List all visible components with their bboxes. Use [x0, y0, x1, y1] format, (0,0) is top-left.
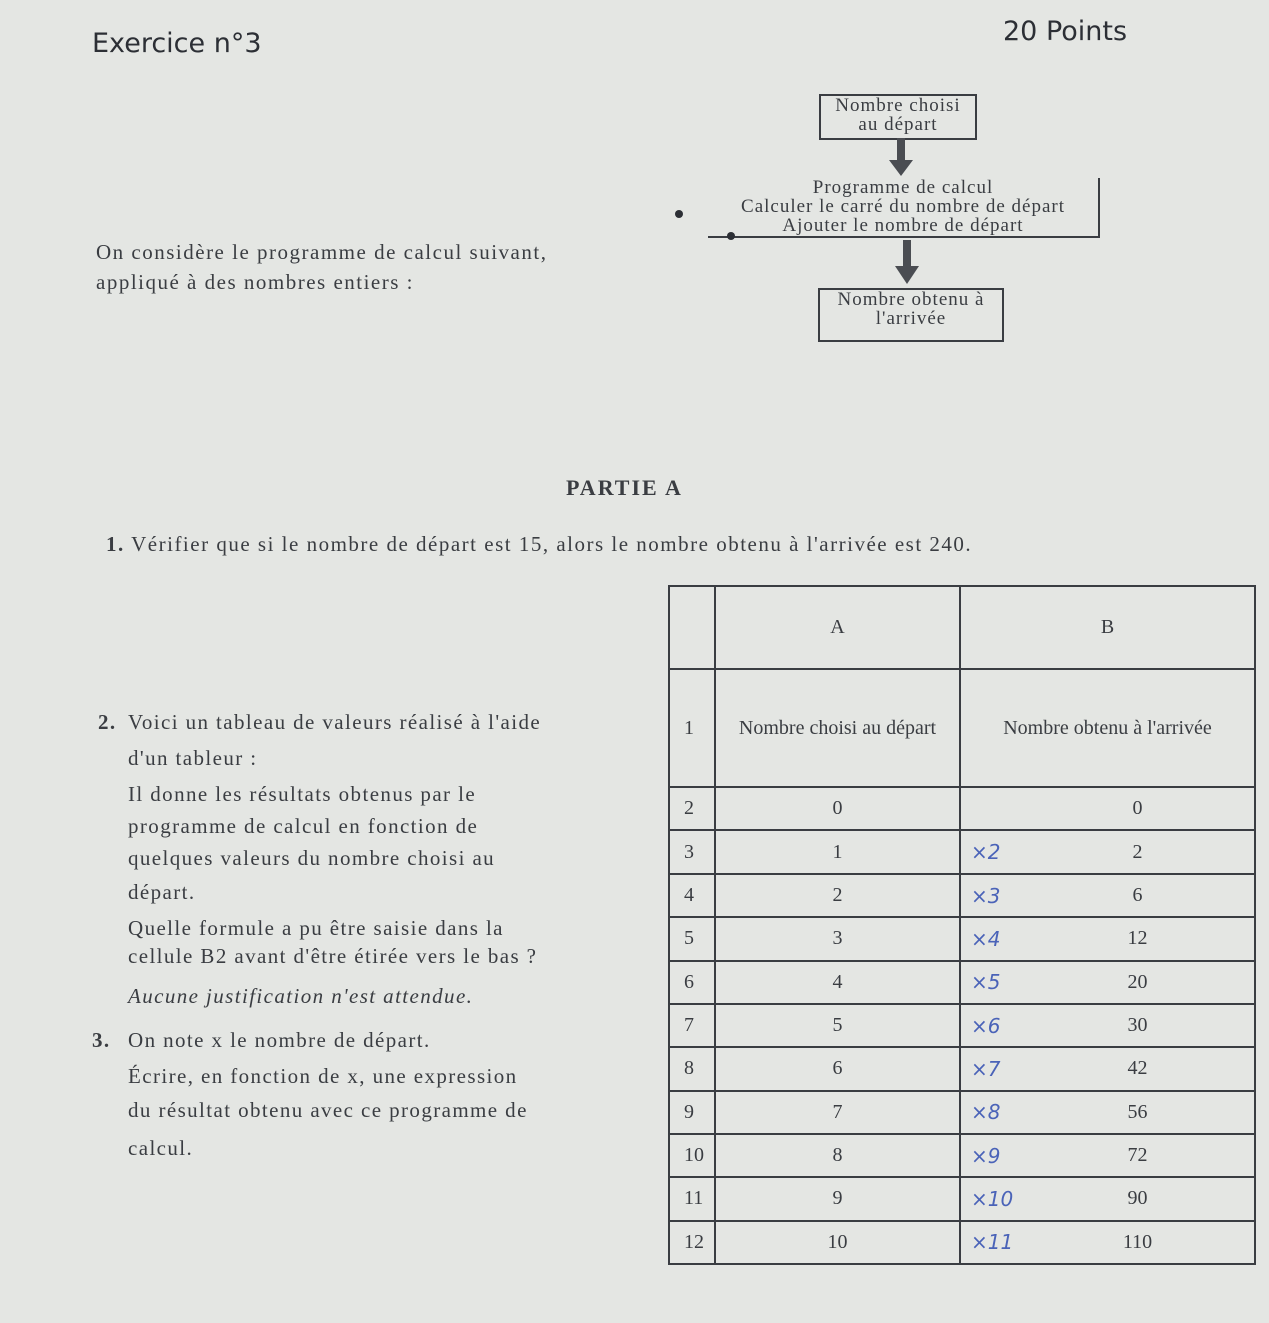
- intro-line-2: appliqué à des nombres entiers :: [96, 270, 415, 294]
- cell-b: [960, 1004, 1255, 1047]
- question-3-line: On note x le nombre de départ.: [128, 1028, 431, 1052]
- cell-b: [960, 1177, 1255, 1220]
- cell-b: [960, 1091, 1255, 1134]
- table-row: [669, 669, 1255, 787]
- spreadsheet-table: [668, 585, 1256, 1265]
- cell-a: 1: [715, 830, 960, 873]
- question-1-number: 1.: [106, 532, 125, 556]
- flowchart-end-line1: Nombre obtenu à: [837, 289, 985, 310]
- cell-b: [960, 787, 1255, 830]
- row-number: 5: [669, 917, 715, 960]
- flowchart-start-line2: au départ: [858, 114, 938, 135]
- flowchart-start-line1: Nombre choisi: [835, 95, 961, 116]
- handwritten-note: ×4: [971, 926, 1001, 951]
- handwritten-note: ×7: [971, 1056, 1001, 1081]
- handwritten-note: ×10: [971, 1186, 1014, 1211]
- row-number: 2: [669, 787, 715, 830]
- table-row: [669, 1134, 1255, 1177]
- cell-b-value: 72: [1127, 1144, 1148, 1167]
- table-row: [669, 917, 1255, 960]
- cell-a: 4: [715, 961, 960, 1004]
- cell-b: [960, 1047, 1255, 1090]
- flowchart-program-box: [708, 178, 1100, 238]
- cell-a: 8: [715, 1134, 960, 1177]
- exercise-title: Exercice n°3: [92, 28, 262, 59]
- table-row: [669, 1221, 1255, 1264]
- cell-b-value: 20: [1127, 970, 1148, 993]
- row-number: 11: [669, 1177, 715, 1220]
- question-2-line: départ.: [128, 880, 196, 904]
- header-cell-a: Nombre choisi au départ: [715, 669, 960, 787]
- cell-a: 5: [715, 1004, 960, 1047]
- cell-b-value: 2: [1132, 840, 1143, 863]
- bullet-icon: [727, 232, 735, 240]
- handwritten-note: ×3: [971, 883, 1001, 908]
- points-label: 20 Points: [1003, 16, 1128, 47]
- question-2-line: Voici un tableau de valeurs réalisé à l'aide: [128, 710, 542, 734]
- row-number: 10: [669, 1134, 715, 1177]
- corner-cell: [669, 586, 715, 669]
- cell-b-value: 90: [1127, 1187, 1148, 1210]
- cell-b: [960, 1134, 1255, 1177]
- question-3-number: 3.: [92, 1028, 111, 1052]
- handwritten-note: ×8: [971, 1100, 1001, 1125]
- question-3-line: Écrire, en fonction de x, une expression: [128, 1064, 518, 1088]
- row-number: 1: [669, 669, 715, 787]
- question-2-line: cellule B2 avant d'être étirée vers le bas ?: [128, 944, 538, 968]
- column-header-a: A: [715, 586, 960, 669]
- flowchart-end-box: [818, 288, 1004, 342]
- row-number: 12: [669, 1221, 715, 1264]
- header-cell-b: Nombre obtenu à l'arrivée: [960, 669, 1255, 787]
- handwritten-note: ×9: [971, 1143, 1001, 1168]
- intro-line-1: On considère le programme de calcul suivant,: [96, 240, 548, 264]
- question-2-number: 2.: [98, 710, 117, 734]
- cell-b: [960, 961, 1255, 1004]
- table-row: [669, 1004, 1255, 1047]
- cell-b: [960, 1221, 1255, 1264]
- down-arrow-icon: [886, 138, 916, 178]
- cell-b: [960, 917, 1255, 960]
- question-2-note: Aucune justification n'est attendue.: [128, 984, 474, 1008]
- flowchart-step-1: Calculer le carré du nombre de départ: [741, 196, 1065, 217]
- question-2-line: quelques valeurs du nombre choisi au: [128, 846, 496, 870]
- table-row: [669, 586, 1255, 669]
- handwritten-note: ×6: [971, 1013, 1001, 1038]
- question-2-line: d'un tableur :: [128, 746, 258, 770]
- row-number: 7: [669, 1004, 715, 1047]
- question-3-line: calcul.: [128, 1136, 194, 1160]
- flowchart-end-line2: l'arrivée: [875, 308, 947, 329]
- cell-b-value: 56: [1127, 1100, 1148, 1123]
- question-1-text: Vérifier que si le nombre de départ est 15, alors le nombre obtenu à l'arrivée est 240.: [131, 532, 973, 556]
- cell-a: 2: [715, 874, 960, 917]
- table-row: [669, 961, 1255, 1004]
- cell-a: 6: [715, 1047, 960, 1090]
- flowchart-step-2: Ajouter le nombre de départ: [782, 215, 1024, 236]
- question-2-line: programme de calcul en fonction de: [128, 814, 479, 838]
- table-row: [669, 1091, 1255, 1134]
- cell-a: 9: [715, 1177, 960, 1220]
- cell-a: 0: [715, 787, 960, 830]
- row-number: 4: [669, 874, 715, 917]
- row-number: 8: [669, 1047, 715, 1090]
- cell-b-value: 6: [1132, 884, 1143, 906]
- cell-b-value: 30: [1127, 1014, 1148, 1037]
- cell-a: 3: [715, 917, 960, 960]
- question-1: [106, 532, 972, 557]
- handwritten-note: ×2: [971, 840, 1001, 865]
- cell-b-value: 0: [1132, 797, 1143, 820]
- cell-a: 7: [715, 1091, 960, 1134]
- flowchart-program-title: Programme de calcul: [812, 177, 994, 198]
- row-number: 6: [669, 961, 715, 1004]
- table-row: [669, 874, 1255, 917]
- handwritten-note: ×5: [971, 970, 1001, 995]
- cell-b-value: 110: [1122, 1230, 1153, 1253]
- cell-b: [960, 874, 1255, 917]
- row-number: 3: [669, 830, 715, 873]
- cell-b: [960, 830, 1255, 873]
- table-row: [669, 830, 1255, 873]
- cell-a: 10: [715, 1221, 960, 1264]
- table-row: [669, 787, 1255, 830]
- handwritten-note: ×11: [971, 1230, 1014, 1255]
- row-number: 9: [669, 1091, 715, 1134]
- table-row: [669, 1047, 1255, 1090]
- question-2-line: Il donne les résultats obtenus par le: [128, 782, 477, 806]
- cell-b-value: 42: [1127, 1057, 1148, 1080]
- down-arrow-icon: [892, 240, 922, 286]
- question-2-line: Quelle formule a pu être saisie dans la: [128, 916, 504, 940]
- table-row: [669, 1177, 1255, 1220]
- question-3-line: du résultat obtenu avec ce programme de: [128, 1098, 528, 1122]
- flowchart-start-box: [819, 94, 977, 140]
- part-title: PARTIE A: [566, 475, 683, 500]
- column-header-b: B: [960, 586, 1255, 669]
- cell-b-value: 12: [1127, 927, 1148, 950]
- bullet-icon: [675, 210, 683, 218]
